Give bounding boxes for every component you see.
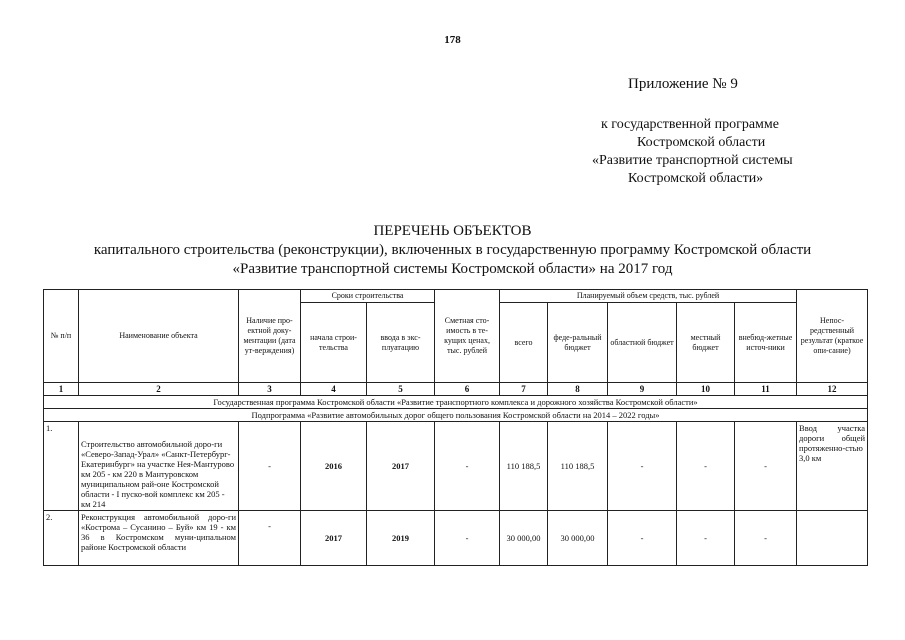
subprogram-row [44, 409, 868, 422]
col-number: 9 [608, 383, 677, 396]
col-number: 2 [79, 383, 239, 396]
row-regional: - [608, 511, 677, 566]
header-local: местный бюджет [677, 303, 735, 383]
appendix-number: Приложение № 9 [628, 76, 738, 92]
subprogram-title: Подпрограмма «Развитие автомобильных дорог общего пользования Костромской области на 2014 – 2022 годы» [44, 409, 868, 422]
row-local: - [677, 422, 735, 511]
appendix-line-3: Костромской области [637, 135, 766, 150]
column-numbers-row [44, 383, 868, 396]
header-estimate: Сметная сто-имость в те-кущих ценах, тыс. рублей [435, 290, 500, 383]
col-number: 10 [677, 383, 735, 396]
objects-table [43, 289, 868, 566]
row-name: Реконструкция автомобильной доро-ги «Кострома – Сусанино – Буй» км 19 - км 36 в Костромском муни-ципальном районе Костромской области [79, 511, 239, 566]
title-line-1: ПЕРЕЧЕНЬ ОБЪЕКТОВ [373, 223, 532, 239]
col-number: 3 [239, 383, 301, 396]
row-start: 2017 [301, 511, 367, 566]
header-num: № п/п [44, 290, 79, 383]
header-result: Непос-редственный результат (краткое опи-сание) [797, 290, 868, 383]
appendix-line-5: Костромской области» [628, 171, 764, 186]
table-row [44, 422, 868, 511]
row-docs: - [239, 422, 301, 511]
row-regional: - [608, 422, 677, 511]
table-row [44, 511, 868, 566]
appendix-line-2: к государственной программе [601, 117, 779, 132]
row-federal: 30 000,00 [548, 511, 608, 566]
row-extra: - [735, 511, 797, 566]
header-terms: Сроки строительства [301, 290, 435, 303]
row-total: 30 000,00 [500, 511, 548, 566]
title-line-3: «Развитие транспортной системы Костромской области» на 2017 год [232, 261, 673, 277]
col-number: 1 [44, 383, 79, 396]
row-num: 2. [44, 511, 79, 566]
row-extra: - [735, 422, 797, 511]
row-commission: 2019 [367, 511, 435, 566]
page-number: 178 [444, 34, 461, 46]
row-estimate: - [435, 511, 500, 566]
row-docs: - [239, 511, 301, 566]
row-num: 1. [44, 422, 79, 511]
program-row [44, 396, 868, 409]
header-regional: областной бюджет [608, 303, 677, 383]
row-total: 110 188,5 [500, 422, 548, 511]
header-federal: феде-ральный бюджет [548, 303, 608, 383]
row-federal: 110 188,5 [548, 422, 608, 511]
col-number: 11 [735, 383, 797, 396]
row-start: 2016 [301, 422, 367, 511]
row-result [797, 511, 868, 566]
header-docs: Наличие про-ектной доку-ментации (дата ут-верждения) [239, 290, 301, 383]
header-name: Наименование объекта [79, 290, 239, 383]
program-title: Государственная программа Костромской области «Развитие транспортного комплекса и дорожного хозяйства Костромской области» [44, 396, 868, 409]
row-name: Строительство автомобильной доро-ги «Северо-Запад-Урал» «Санкт-Петербург-Екатеринбург» на участке Нея-Мантурово км 205 - км 220 в Мантуровском муниципальном рай-оне Костромской области - I пуско-вой комплекс км 205 - км 214 [79, 422, 239, 511]
col-number: 5 [367, 383, 435, 396]
col-number: 8 [548, 383, 608, 396]
row-estimate: - [435, 422, 500, 511]
title-line-2: капитального строительства (реконструкции), включенных в государственную программу Костромской области [93, 242, 812, 258]
header-start: начала строи-тельства [301, 303, 367, 383]
col-number: 7 [500, 383, 548, 396]
col-number: 12 [797, 383, 868, 396]
row-local: - [677, 511, 735, 566]
appendix-line-4: «Развитие транспортной системы [592, 153, 793, 168]
header-row-1 [44, 290, 868, 303]
header-extra: внебюд-жетные источ-ники [735, 303, 797, 383]
header-planned: Планируемый объем средств, тыс. рублей [500, 290, 797, 303]
header-total: всего [500, 303, 548, 383]
row-result: Ввод участка дороги общей протяженно-стью 3,0 км [797, 422, 868, 511]
col-number: 4 [301, 383, 367, 396]
row-commission: 2017 [367, 422, 435, 511]
document-title [0, 222, 905, 279]
col-number: 6 [435, 383, 500, 396]
header-commission: ввода в экс-плуатацию [367, 303, 435, 383]
